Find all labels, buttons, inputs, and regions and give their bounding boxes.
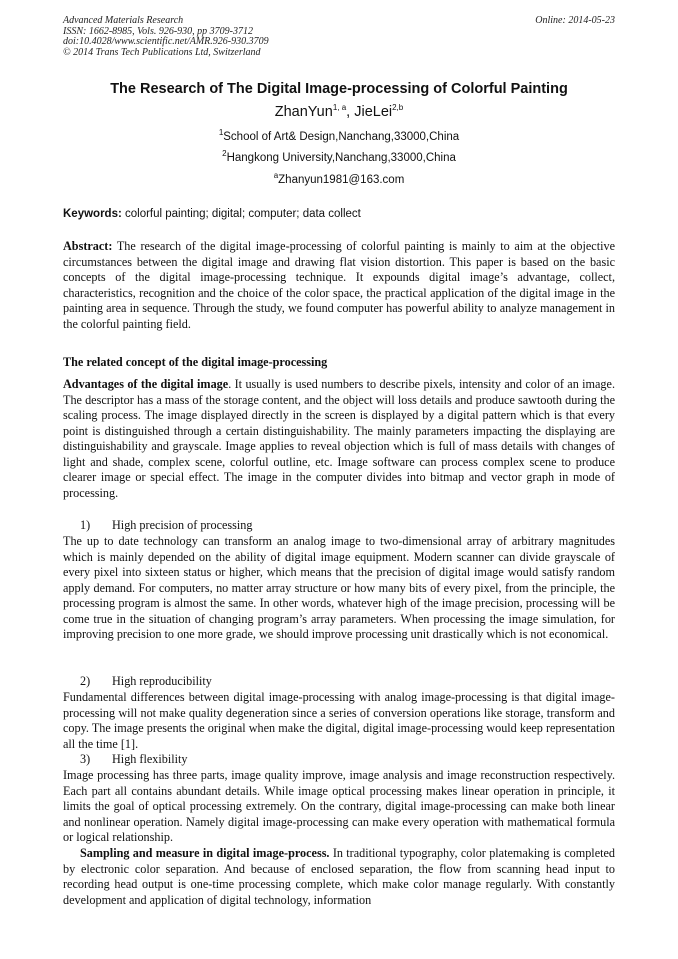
abstract-label: Abstract: <box>63 239 113 253</box>
item-1-paragraph: The up to date technology can transform an analog image to two-dimensional array of arbitrary magnitudes which is mainly depended on the ability of digital image equipment. Modern scanner can divide grayscale of every pixel into sixteen status or higher, which means that the precision of digital image would satisfy random apply demand. For computers, no matter array structure or how many bits of every pixel, from the principle, the processing program is almost the same. In other words, whatever high of the image precision, processing will be come true in the situation of changing program’s array parameters. When processing the image simulation, for improving precision to one more grade, we should improve processing unit drastically which is not economical. <box>63 534 615 641</box>
journal-header <box>63 16 615 58</box>
item-2-title: High reproducibility <box>112 674 212 688</box>
paper-title: The Research of The Digital Image-processing of Colorful Painting <box>110 81 568 97</box>
affiliation-1-text: School of Art& Design,Nanchang,33000,China <box>223 131 460 143</box>
affiliation-2 <box>0 149 678 164</box>
email-text: Zhanyun1981@163.com <box>278 174 405 186</box>
author-2-sup: 2,b <box>392 103 404 113</box>
item-1-title: High precision of processing <box>112 518 253 532</box>
sampling-paragraph <box>63 846 615 908</box>
journal-name: Advanced Materials Research <box>63 15 184 26</box>
advantages-label: Advantages of the digital image <box>63 377 229 391</box>
item-2-paragraph: Fundamental differences between digital image-processing with analog image-processing is that digital image-processing will not make quality degeneration since a series of conversion operations like storage, transform and copy. The image presents the original when make the digital, digital image-processing would keep representation all the time [1]. <box>63 690 615 751</box>
author-separator: , <box>346 104 355 120</box>
author-line <box>0 104 678 120</box>
journal-issn: ISSN: 1662-8985, Vols. 926-930, pp 3709-3712 <box>63 25 253 37</box>
item-3-paragraph: Image processing has three parts, image quality improve, image analysis and image reconstruction respectively. Each part all contains abundant details. While image optical processing makes linear operation in principle, it limits the goal of optical processing extremely. On the contrary, digital image-processing can make both linear and nonlinear operation. Namely digital image-processing can make every operation with mathematical formula or logical relationship. <box>63 768 615 844</box>
affiliation-2-sup: 2 <box>222 149 227 159</box>
journal-copyright: © 2014 Trans Tech Publications Ltd, Switzerland <box>63 46 261 58</box>
item-1-heading <box>80 518 252 533</box>
author-1: ZhanYun <box>274 104 333 120</box>
keywords-text: colorful painting; digital; computer; data collect <box>121 208 361 220</box>
advantages-text: . It usually is used numbers to describe pixels, intensity and color of an image. The descriptor has a mass of the storage content, and the object will loss details and produce sawtooth during the scaling process. The image displayed directly in the screen is displayed by a digital pattern which is that every point is distinguished through a certain distinguishability. The mainly parameters impacting the displaying are distinguishability and grayscale. Image applies to reveal objection which is full of mass details with changes of light and shade, complex scene, colorful outline, etc. Image software can process complex scene to produce clearer image or special effect. The image in the computer divides into bitmap and vector graph in mode of processing. <box>63 377 615 500</box>
item-3-heading <box>80 752 188 767</box>
item-1-number: 1) <box>80 518 91 532</box>
item-2-number: 2) <box>80 674 91 688</box>
affiliation-2-text: Hangkong University,Nanchang,33000,China <box>226 152 456 164</box>
item-3-number: 3) <box>80 752 91 766</box>
section-heading: The related concept of the digital image-processing <box>63 355 328 369</box>
abstract <box>63 239 615 332</box>
email-sup: a <box>273 171 279 181</box>
affiliation-1-sup: 1 <box>218 128 224 138</box>
author-1-sup: 1, a <box>332 103 347 113</box>
item-2-heading <box>80 674 212 689</box>
keywords-label: Keywords: <box>63 208 122 220</box>
item-3-title: High flexibility <box>112 752 188 766</box>
online-date: Online: 2014-05-23 <box>535 15 615 26</box>
sampling-text: In traditional typography, color platemaking is completed by electronic color separation. And because of enclosed separation, the flow from scanning head input to recording head output is one-time processing complete, which make color manage regularly. With constantly development and application of digital technology, information <box>63 846 615 907</box>
advantages-paragraph <box>63 377 615 501</box>
abstract-text: The research of the digital image-processing of colorful painting is mainly to aim at the objective circumstances between the digital image and drawing flat vision distortion. This paper is based on the basic concepts of the digital image-processing technique. It expounds digital image’s advantage, collect, characteristics, recognition and the choice of the color space, the practical application of the digital image in the painting area in sequence. Through the study, we found computer has powerful ability to analyze management in the colorful painting field. <box>63 239 615 331</box>
sampling-label: Sampling and measure in digital image-process. <box>80 846 330 860</box>
journal-doi: doi:10.4028/www.scientific.net/AMR.926-930.3709 <box>63 36 269 47</box>
email-line <box>0 171 678 186</box>
author-2: JieLei <box>354 104 393 120</box>
keywords <box>63 208 615 220</box>
affiliation-1 <box>0 128 678 143</box>
